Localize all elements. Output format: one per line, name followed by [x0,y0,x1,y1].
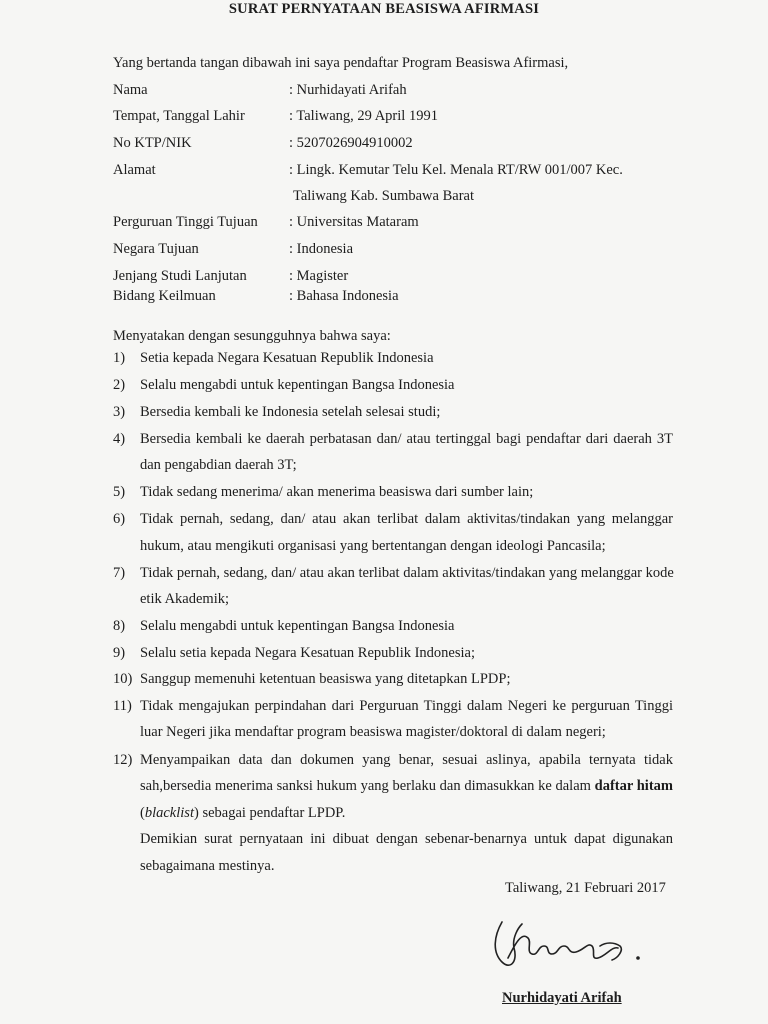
item-text: Setia kepada Negara Kesatuan Republik Indonesia [140,350,434,366]
item-number: 8) [113,618,126,634]
item-text: Bersedia kembali ke Indonesia setelah selesai studi; [140,404,441,420]
item-text-plain: ) sebagai pendaftar LPDP. [193,805,346,821]
item-text-line-3 [140,805,673,822]
field-value-alamat: : Lingk. Kemutar Telu Kel. Menala RT/RW 001/007 Kec. [289,162,623,178]
item-text: hukum, atau mengikuti organisasi yang bertentangan dengan ideologi Pancasila; [140,538,606,554]
item-number: 10) [113,671,133,687]
item-text: Selalu setia kepada Negara Kesatuan Republik Indonesia; [140,645,475,661]
field-label-negara: Negara Tujuan [113,241,199,257]
place-date: Taliwang, 21 Februari 2017 [505,880,666,896]
field-value-negara: : Indonesia [289,241,354,257]
field-label-jenjang: Jenjang Studi Lanjutan [113,268,247,284]
signature-icon [488,912,658,982]
closing-text: Demikian surat pernyataan ini dibuat dengan sebenar-benarnya untuk dapat digunakan [140,831,673,847]
item-text: Sanggup memenuhi ketentuan beasiswa yang ditetapkan LPDP; [140,671,511,687]
item-number: 12) [113,752,133,768]
item-text: Tidak sedang menerima/ akan menerima beasiswa dari sumber lain; [140,484,534,500]
item-text-line-2 [140,778,673,795]
item-text: dan pengabdian daerah 3T; [140,457,297,473]
blacklist-italic-term: blacklist [144,805,194,821]
document-title: SURAT PERNYATAAN BEASISWA AFIRMASI [228,1,540,17]
field-value-alamat-cont: Taliwang Kab. Sumbawa Barat [293,188,474,204]
field-value-perguruan: : Universitas Mataram [289,214,419,230]
field-value-jenjang: : Magister [289,268,349,284]
item-number: 7) [113,565,126,581]
item-number: 9) [113,645,126,661]
item-number: 11) [113,698,132,714]
field-value-ttl: : Taliwang, 29 April 1991 [289,108,438,124]
declaration-intro: Menyatakan dengan sesungguhnya bahwa saya: [113,328,391,344]
item-number: 1) [113,350,126,366]
item-number: 2) [113,377,126,393]
field-label-perguruan: Perguruan Tinggi Tujuan [113,214,258,230]
item-text: Tidak pernah, sedang, dan/ atau akan terlibat dalam aktivitas/tindakan yang melanggar [140,511,673,527]
item-number: 4) [113,431,126,447]
field-label-ttl: Tempat, Tanggal Lahir [113,108,245,124]
field-label-nama: Nama [113,82,148,98]
closing-text: sebagaimana mestinya. [140,858,275,874]
item-text: Bersedia kembali ke daerah perbatasan dan/ atau tertinggal bagi pendaftar dari daerah 3T [140,431,673,447]
intro-text: Yang bertanda tangan dibawah ini saya pendaftar Program Beasiswa Afirmasi, [113,55,569,71]
item-text: etik Akademik; [140,591,229,607]
blacklist-bold-term: daftar hitam [594,778,673,794]
item-text-plain: sah,bersedia menerima sanksi hukum yang berlaku dan dimasukkan ke dalam [140,778,591,794]
item-text: Selalu mengabdi untuk kepentingan Bangsa Indonesia [140,377,455,393]
item-number: 3) [113,404,126,420]
paren-open: ( [140,805,145,821]
item-number: 5) [113,484,126,500]
field-label-alamat: Alamat [113,162,156,178]
field-value-nama: : Nurhidayati Arifah [289,82,407,98]
field-label-bidang: Bidang Keilmuan [113,288,216,304]
item-text: luar Negeri jika mendaftar program beasiswa magister/doktoral di dalam negeri; [140,724,606,740]
item-text: Tidak pernah, sedang, dan/ atau akan terlibat dalam aktivitas/tindakan yang melanggar kode [140,565,674,581]
item-text: Tidak mengajukan perpindahan dari Perguruan Tinggi dalam Negeri ke perguruan Tinggi [140,698,673,714]
item-text: Selalu mengabdi untuk kepentingan Bangsa Indonesia [140,618,455,634]
item-number: 6) [113,511,126,527]
field-value-nik: : 5207026904910002 [289,135,413,151]
field-label-nik: No KTP/NIK [113,135,192,151]
item-text: Menyampaikan data dan dokumen yang benar, sesuai aslinya, apabila ternyata tidak [140,752,673,768]
field-value-bidang: : Bahasa Indonesia [289,288,399,304]
signer-name: Nurhidayati Arifah [502,990,622,1006]
